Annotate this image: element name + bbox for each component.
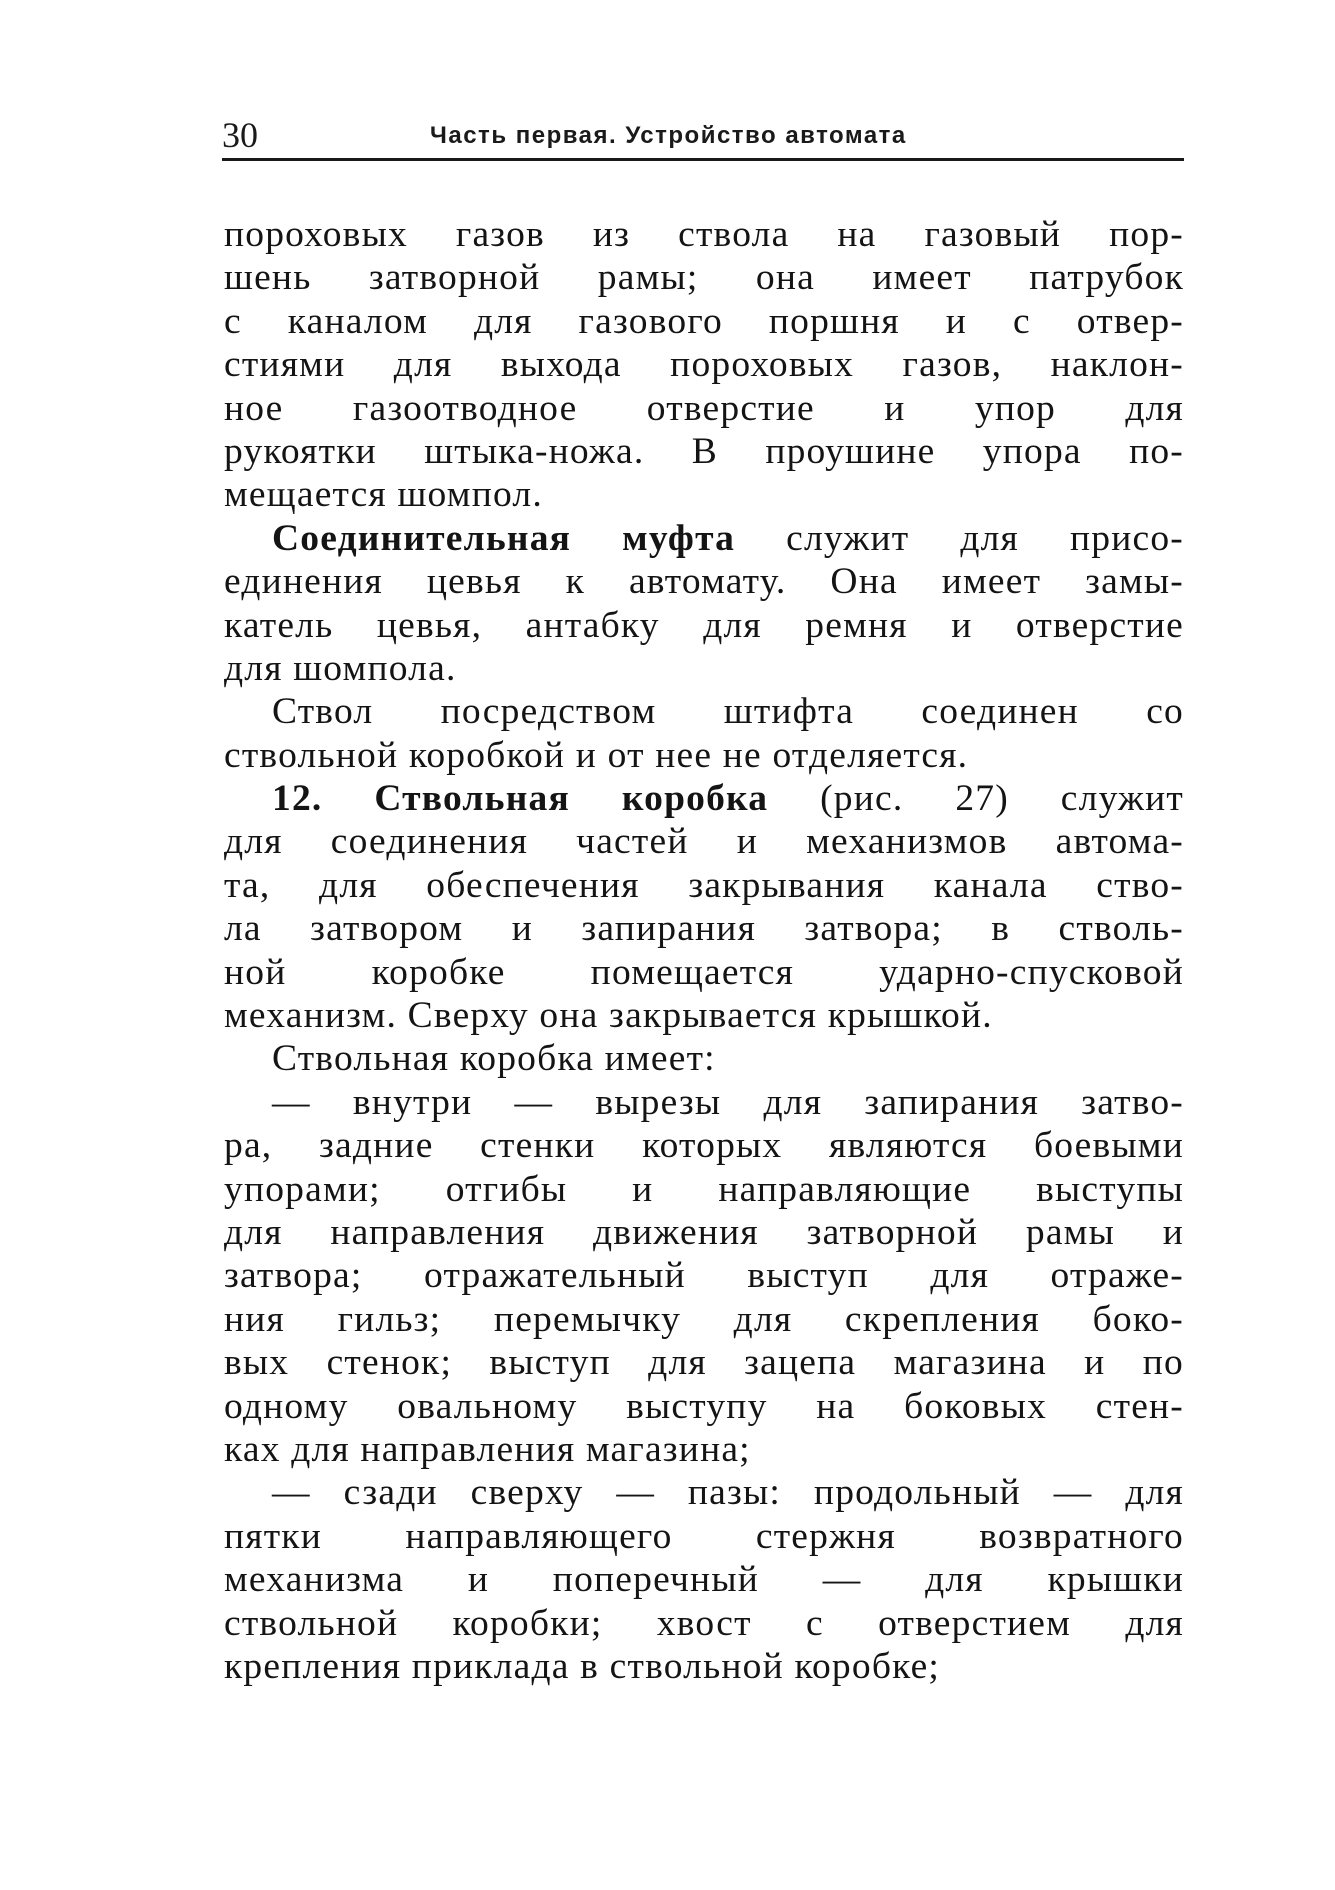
- line-text: (рис. 27) служит: [768, 778, 1184, 820]
- page-number: 30: [222, 115, 258, 155]
- line-text: пороховых газов из ствола на газовый пор-: [224, 214, 1184, 255]
- text-line: [224, 777, 1184, 820]
- line-text: — сзади сверху — пазы: продольный — для: [272, 1472, 1184, 1514]
- line-text: с каналом для газового поршня и с отвер-: [224, 300, 1184, 342]
- line-text: — внутри — вырезы для запирания затво-: [272, 1081, 1184, 1123]
- text-line: [224, 1037, 1184, 1080]
- line-text: одному овальному выступу на боковых стен-: [224, 1385, 1184, 1427]
- body-text: [224, 213, 1184, 1688]
- line-text: единения цевья к автомату. Она имеет замы-: [224, 561, 1184, 603]
- line-text: механизма и поперечный — для крышки: [224, 1559, 1184, 1601]
- line-text: рукоятки штыка-ножа. В проушине упора по-: [224, 430, 1184, 472]
- text-line: [224, 1298, 1184, 1341]
- line-text: та, для обеспечения закрывания канала ство-: [224, 864, 1184, 906]
- line-text: ное газоотводное отверстие и упор для: [224, 387, 1184, 429]
- text-line: [224, 1341, 1184, 1384]
- text-line: [224, 994, 1184, 1037]
- text-line: [224, 1211, 1184, 1254]
- line-text: Ствол посредством штифта соединен со: [272, 691, 1184, 733]
- text-line: [224, 1168, 1184, 1211]
- line-text: мещается шомпол.: [224, 474, 543, 516]
- text-line: [224, 604, 1184, 647]
- line-text: для шомпола.: [224, 647, 457, 689]
- line-text: для соединения частей и механизмов автома-: [224, 821, 1184, 863]
- line-text: для направления движения затворной рамы и: [224, 1211, 1184, 1253]
- text-line: [224, 1471, 1184, 1514]
- line-text: ствольной коробкой и от нее не отделяется.: [224, 734, 969, 776]
- line-text: крепления приклада в ствольной коробке;: [224, 1645, 941, 1687]
- line-text: затвора; отражательный выступ для отраже-: [224, 1255, 1184, 1297]
- text-line: [224, 734, 1184, 777]
- text-line: [224, 1558, 1184, 1601]
- line-text: пятки направляющего стержня возвратного: [224, 1515, 1184, 1557]
- text-line: [224, 1254, 1184, 1297]
- text-line: [224, 1385, 1184, 1428]
- text-line: [224, 343, 1184, 386]
- line-text: шень затворной рамы; она имеет патрубок: [224, 257, 1184, 299]
- line-text: ния гильз; перемычку для скрепления боко-: [224, 1298, 1184, 1340]
- line-text: механизм. Сверху она закрывается крышкой.: [224, 995, 993, 1037]
- text-line: [224, 1081, 1184, 1124]
- text-line: [224, 1428, 1184, 1471]
- text-line: [224, 1515, 1184, 1558]
- text-line: [224, 1602, 1184, 1645]
- line-text: катель цевья, антабку для ремня и отверстие: [224, 604, 1184, 646]
- text-line: [224, 1645, 1184, 1688]
- line-text: ра, задние стенки которых являются боевыми: [224, 1125, 1184, 1167]
- line-text: служит для присо-: [735, 517, 1184, 559]
- line-text: стиями для выхода пороховых газов, наклон-: [224, 344, 1184, 386]
- line-text: Ствольная коробка имеет:: [272, 1038, 716, 1080]
- bold-term: Соединительная муфта: [272, 517, 736, 559]
- text-line: [224, 560, 1184, 603]
- line-text: вых стенок; выступ для зацепа магазина и по: [224, 1342, 1184, 1384]
- text-line: [224, 690, 1184, 733]
- text-line: [224, 951, 1184, 994]
- text-line: [224, 907, 1184, 950]
- line-text: упорами; отгибы и направляющие выступы: [224, 1168, 1184, 1210]
- text-line: [224, 300, 1184, 343]
- text-line: [224, 517, 1184, 560]
- line-text: ла затвором и запирания затвора; в стволь-: [224, 908, 1184, 950]
- text-line: [224, 473, 1184, 516]
- text-line: [224, 430, 1184, 473]
- text-line: [224, 387, 1184, 430]
- text-line: [224, 820, 1184, 863]
- text-line: [224, 1124, 1184, 1167]
- line-text: ной коробке помещается ударно-спусковой: [224, 951, 1184, 993]
- running-head: [222, 112, 1184, 161]
- bold-term: 12. Ствольная коробка: [272, 778, 769, 820]
- text-line: [224, 256, 1184, 299]
- line-text: ках для направления магазина;: [224, 1428, 751, 1470]
- text-line: [224, 213, 1184, 256]
- text-line: [224, 647, 1184, 690]
- chapter-title: Часть первая. Устройство автомата: [430, 122, 907, 149]
- text-line: [224, 864, 1184, 907]
- line-text: ствольной коробки; хвост с отверстием для: [224, 1602, 1184, 1644]
